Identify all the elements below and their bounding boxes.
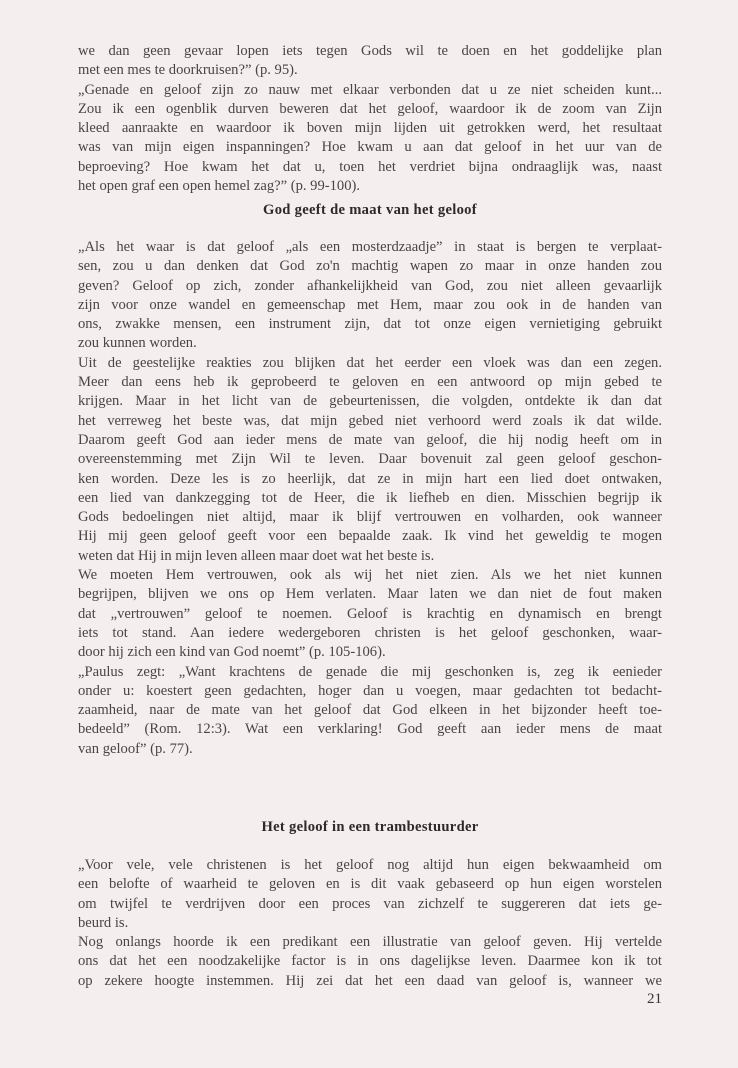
text-line: beurd is. [78, 914, 129, 931]
text-line: het verreweg het beste was, dat mijn gebed niet verhoord werd zoals ik dat wilde. [78, 412, 662, 429]
text-line: ons, zwakke mensen, een instrument zijn, dat tot onze eigen vernietiging gebruikt [78, 316, 662, 333]
paragraph [78, 354, 662, 566]
text-line: Hij mij geen geloof geeft voor een bepaalde zaak. Ik vind het geweldig te mogen [78, 528, 662, 545]
text-line: „Paulus zegt: „Want krachtens de genade die mij geschonken is, zeg ik eenieder [78, 663, 662, 680]
text-line: dat „vertrouwen” geloof te noemen. Geloof is krachtig en dynamisch en brengt [78, 605, 662, 622]
text-line: was van mijn eigen inspanningen? Hoe kwam u aan dat geloof in het uur van de [78, 139, 662, 156]
text-line: „Als het waar is dat geloof „als een mosterdzaadje” in staat is bergen te verplaat- [78, 239, 662, 255]
text-section-3 [78, 856, 662, 991]
paragraph [78, 566, 662, 662]
text-line: onder u: koestert geen gedachten, hoger dan u voegen, maar gedachten tot bedacht- [78, 682, 662, 699]
text-line: op zekere hoogte instemmen. Hij zei dat het een daad van geloof is, wanneer we [78, 972, 662, 989]
text-line: zou kunnen worden. [78, 335, 197, 352]
text-line: kleed aanraakte en waardoor ik boven mijn lijden uit getrokken werd, het resultaat [78, 120, 662, 137]
text-line: Nog onlangs hoorde ik een predikant een illustratie van geloof geven. Hij vertelde [78, 934, 662, 951]
text-line: Uit de geestelijke reakties zou blijken dat het eerder een vloek was dan een zegen. [78, 354, 662, 371]
text-line: ons dat het een noodzakelijke factor is in ons dagelijkse leven. Daarmee kon ik tot [78, 953, 662, 970]
text-line: geven? Geloof op zich, zonder afhankelijkheid van God, zou niet alleen gevaarlijk [78, 277, 662, 294]
paragraph [78, 663, 662, 759]
text-line: om twijfel te verdrijven door een proces van zichzelf te suggereren dat iets ge- [78, 895, 662, 912]
paragraph [78, 238, 662, 354]
paragraph [78, 81, 662, 197]
text-line: met een mes te doorkruisen?” (p. 95). [78, 62, 298, 79]
text-section-1 [78, 42, 662, 196]
text-line: „Genade en geloof zijn zo nauw met elkaar verbonden dat u ze niet scheiden kunt... [78, 81, 662, 98]
text-line: een belofte of waarheid te geloven en is dit vaak gebaseerd op hun eigen worstelen [78, 876, 662, 893]
paragraph [78, 42, 662, 81]
text-line: overeenstemming met Zijn Wil te leven. Daar bovenuit zal geen geloof geschon- [78, 451, 662, 468]
text-line: iets tot stand. Aan iedere wedergeboren christen is het geloof geschonken, waar- [78, 624, 662, 641]
text-line: ken worden. Deze les is zo heerlijk, dat ze in mijn hart een lied doet ontwaken, [78, 470, 662, 487]
text-line: weten dat Hij in mijn leven alleen maar doet wat het beste is. [78, 547, 435, 564]
text-line: Gods bedoelingen niet altijd, maar ik blijf vertrouwen en volharden, ook wanneer [78, 509, 662, 526]
section-heading: Het geloof in een trambestuurder [261, 819, 479, 835]
text-line: het open graf een open hemel zag?” (p. 99-100). [78, 178, 361, 195]
text-line: Daarom geeft God aan ieder mens de mate van geloof, die hij nodig heeft om in [78, 431, 662, 448]
text-line: we dan geen gevaar lopen iets tegen Gods wil te doen en het goddelijke plan [78, 43, 662, 59]
text-line: begrijpen, blijven we ons op Hem verlaten. Maar laten we dan niet de fout maken [78, 586, 662, 603]
text-section-2 [78, 238, 662, 759]
paragraph [78, 933, 662, 991]
text-line: door hij zich een kind van God noemt” (p. 105-106). [78, 644, 386, 661]
text-line: van geloof” (p. 77). [78, 740, 193, 757]
page-number: 21 [647, 991, 662, 1007]
text-line: We moeten Hem vertrouwen, ook als wij het niet zien. Als we het niet kunnen [78, 567, 662, 584]
paragraph [78, 856, 662, 933]
text-line: krijgen. Maar in het licht van de gebeurtenissen, die volgden, ontdekte ik dan dat [78, 393, 662, 410]
text-line: beproeving? Hoe kwam het dat u, toen het verdriet bijna ondraaglijk was, naast [78, 158, 662, 175]
text-line: sen, zou u dan denken dat God zo'n machtig wapen zo maar in onze handen zou [78, 258, 662, 275]
section-heading: God geeft de maat van het geloof [263, 202, 477, 218]
text-line: een lied van dankzegging tot de Heer, die ik liefheb en dien. Misschien begrijp ik [78, 489, 662, 506]
text-line: Zou ik een ogenblik durven beweren dat het geloof, waardoor ik de zoom van Zijn [78, 100, 662, 117]
text-line: Meer dan eens heb ik geprobeerd te geloven en een antwoord op mijn gebed te [78, 374, 662, 391]
text-line: bedeeld” (Rom. 12:3). Wat een verklaring! God geeft aan ieder mens de maat [78, 721, 662, 738]
text-line: „Voor vele, vele christenen is het geloof nog altijd hun eigen bekwaamheid om [78, 857, 662, 873]
text-line: zaamheid, naar de mate van het geloof dat God elkeen in het bijzonder heeft toe- [78, 702, 662, 719]
text-line: zijn voor onze wandel en gemeenschap met Hem, maar zou ook in de handen van [78, 296, 662, 313]
